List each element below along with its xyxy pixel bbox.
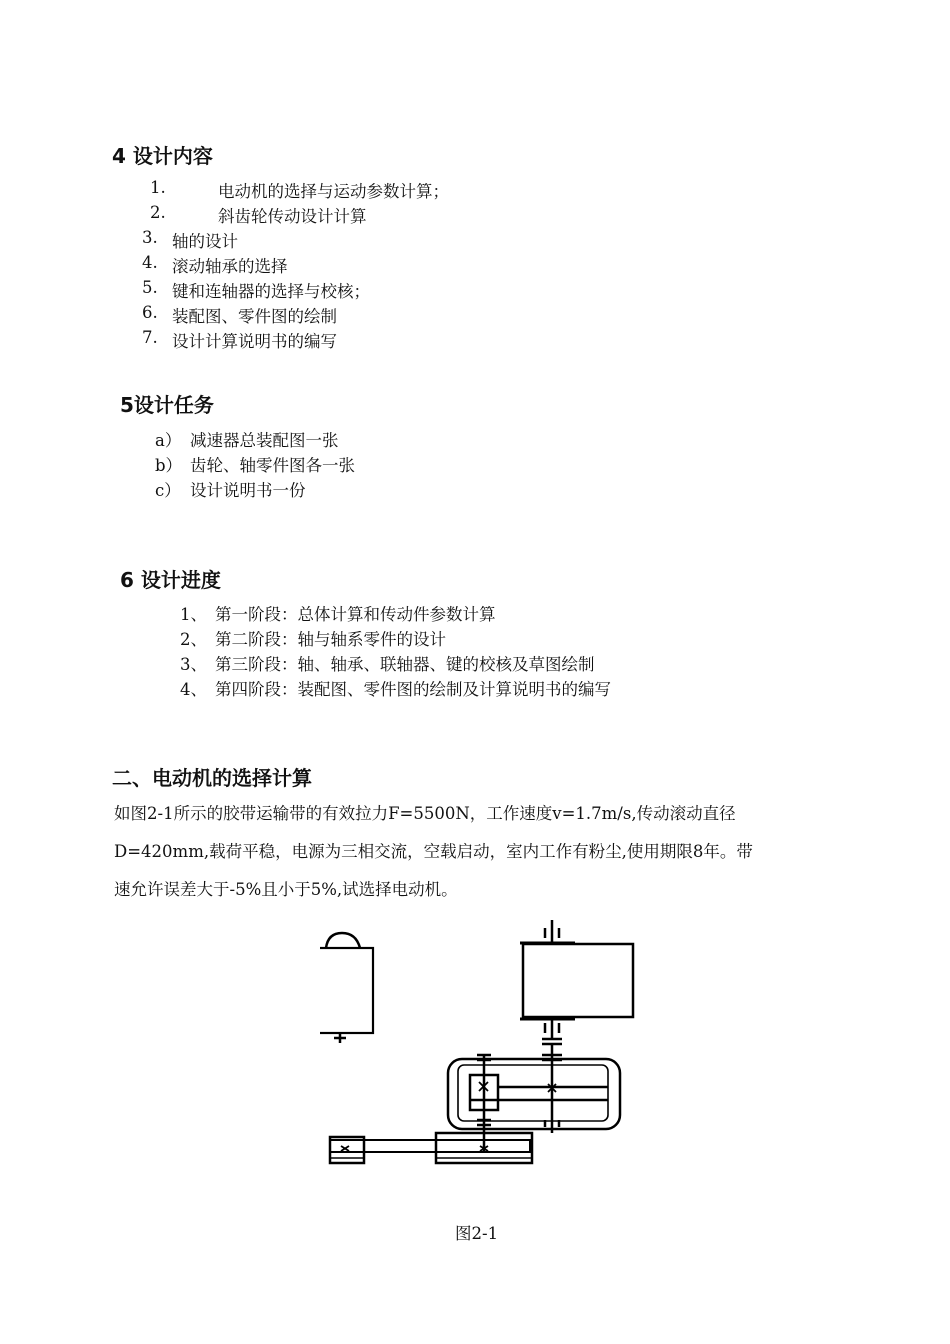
sec4-item-5-text: 键和连轴器的选择与校核； xyxy=(172,282,370,301)
sec5-item-a-marker: a） xyxy=(155,431,182,450)
sec6-item-3-marker: 3、 xyxy=(180,655,207,674)
v-belt-drive xyxy=(330,1140,530,1152)
sec4-item-1-number: 1. xyxy=(150,178,166,197)
sec4-item-3-number: 3. xyxy=(142,228,158,247)
sec4-item-4-text: 滚动轴承的选择 xyxy=(172,257,288,276)
electric-motor xyxy=(320,948,373,1033)
reducer-housing xyxy=(448,1059,620,1129)
sec4-item-7-text: 设计计算说明书的编写 xyxy=(172,332,337,351)
figure-caption: 图2-1 xyxy=(455,1224,499,1243)
sec4-item-6-number: 6. xyxy=(142,303,158,322)
problem-paragraph-line-2: D=420mm,载荷平稳，电源为三相交流，空载启动，室内工作有粉尘,使用期限8年。带 xyxy=(114,842,753,861)
sec6-item-1-marker: 1、 xyxy=(180,605,207,624)
sec4-item-2-text: 斜齿轮传动设计计算 xyxy=(218,207,367,226)
part-2-heading: 二、电动机的选择计算 xyxy=(112,766,312,790)
section-4-heading: 4 设计内容 xyxy=(112,144,213,168)
sec5-item-b-text: 齿轮、轴零件图各一张 xyxy=(190,456,355,475)
transmission-schematic-figure xyxy=(320,915,645,1175)
sec6-item-4-text: 第四阶段：装配图、零件图的绘制及计算说明书的编写 xyxy=(215,680,611,699)
sec4-item-1-text: 电动机的选择与运动参数计算； xyxy=(218,182,449,201)
sec4-item-4-number: 4. xyxy=(142,253,158,272)
sec5-item-c-marker: c） xyxy=(155,481,181,500)
section-6-heading: 6 设计进度 xyxy=(120,568,221,592)
drum-roller xyxy=(523,944,633,1017)
problem-paragraph-line-3: 速允许误差大于-5%且小于5%,试选择电动机。 xyxy=(114,880,458,899)
sec4-item-7-number: 7. xyxy=(142,328,158,347)
sec4-item-5-number: 5. xyxy=(142,278,158,297)
sec6-item-1-text: 第一阶段：总体计算和传动件参数计算 xyxy=(215,605,496,624)
sec6-item-4-marker: 4、 xyxy=(180,680,207,699)
sec5-item-b-marker: b） xyxy=(155,456,183,475)
section-5-heading: 5设计任务 xyxy=(120,393,214,417)
sec6-item-2-text: 第二阶段：轴与轴系零件的设计 xyxy=(215,630,446,649)
sec6-item-3-text: 第三阶段：轴、轴承、联轴器、键的校核及草图绘制 xyxy=(215,655,595,674)
sec5-item-c-text: 设计说明书一份 xyxy=(190,481,306,500)
sec5-item-a-text: 减速器总装配图一张 xyxy=(190,431,339,450)
sec4-item-3-text: 轴的设计 xyxy=(172,232,238,251)
sec6-item-2-marker: 2、 xyxy=(180,630,207,649)
sec4-item-6-text: 装配图、零件图的绘制 xyxy=(172,307,337,326)
problem-paragraph-line-1: 如图2-1所示的胶带运输带的有效拉力F=5500N，工作速度v=1.7m/s,传动滚动直径 xyxy=(114,804,736,823)
sec4-item-2-number: 2. xyxy=(150,203,166,222)
